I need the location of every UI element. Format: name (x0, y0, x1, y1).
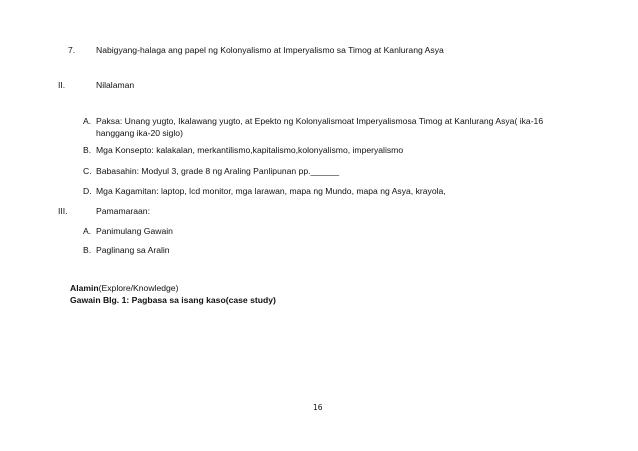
topic-line-2: hanggang ika-20 siglo) (96, 128, 183, 138)
list-item-letter: B. (83, 245, 92, 255)
list-item-letter: A. (83, 116, 92, 126)
section-3-number: III. (58, 206, 68, 216)
section-3-title: Pamamaraan: (96, 206, 150, 216)
alamin-subtitle: (Explore/Knowledge) (98, 283, 179, 293)
list-item-letter: B. (83, 145, 92, 155)
readings-text: Babasahin: Modyul 3, grade 8 ng Araling Panlipunan pp.______ (96, 166, 340, 176)
topic-line-1: Paksa: Unang yugto, Ikalawang yugto, at Epekto ng Kolonyalismoat Imperyalismosa Timog at Kanlurang Asya( ika-16 (96, 116, 544, 126)
alamin-bold: Alamin (70, 283, 99, 293)
page-number: 16 (313, 403, 323, 412)
section-2-title: Nilalaman (96, 80, 135, 90)
item-7-number: 7. (68, 45, 76, 55)
list-item-letter: C. (83, 166, 92, 176)
concepts-text: Mga Konsepto: kalakalan, merkantilismo,kapitalismo,kolonyalismo, imperyalismo (96, 145, 404, 155)
procedure-item-b: Paglinang sa Aralin (96, 245, 170, 255)
section-2-number: II. (58, 80, 66, 90)
alamin-heading (70, 283, 178, 294)
gawain-heading: Gawain Blg. 1: Pagbasa sa isang kaso(case study) (70, 295, 276, 305)
procedure-item-a: Panimulang Gawain (96, 226, 173, 236)
list-item-letter: D. (83, 186, 92, 196)
item-7-text: Nabigyang-halaga ang papel ng Kolonyalismo at Imperyalismo sa Timog at Kanlurang Asya (96, 45, 444, 55)
materials-text: Mga Kagamitan: laptop, lcd monitor, mga larawan, mapa ng Mundo, mapa ng Asya, krayola, (96, 186, 446, 196)
list-item-letter: A. (83, 226, 92, 236)
